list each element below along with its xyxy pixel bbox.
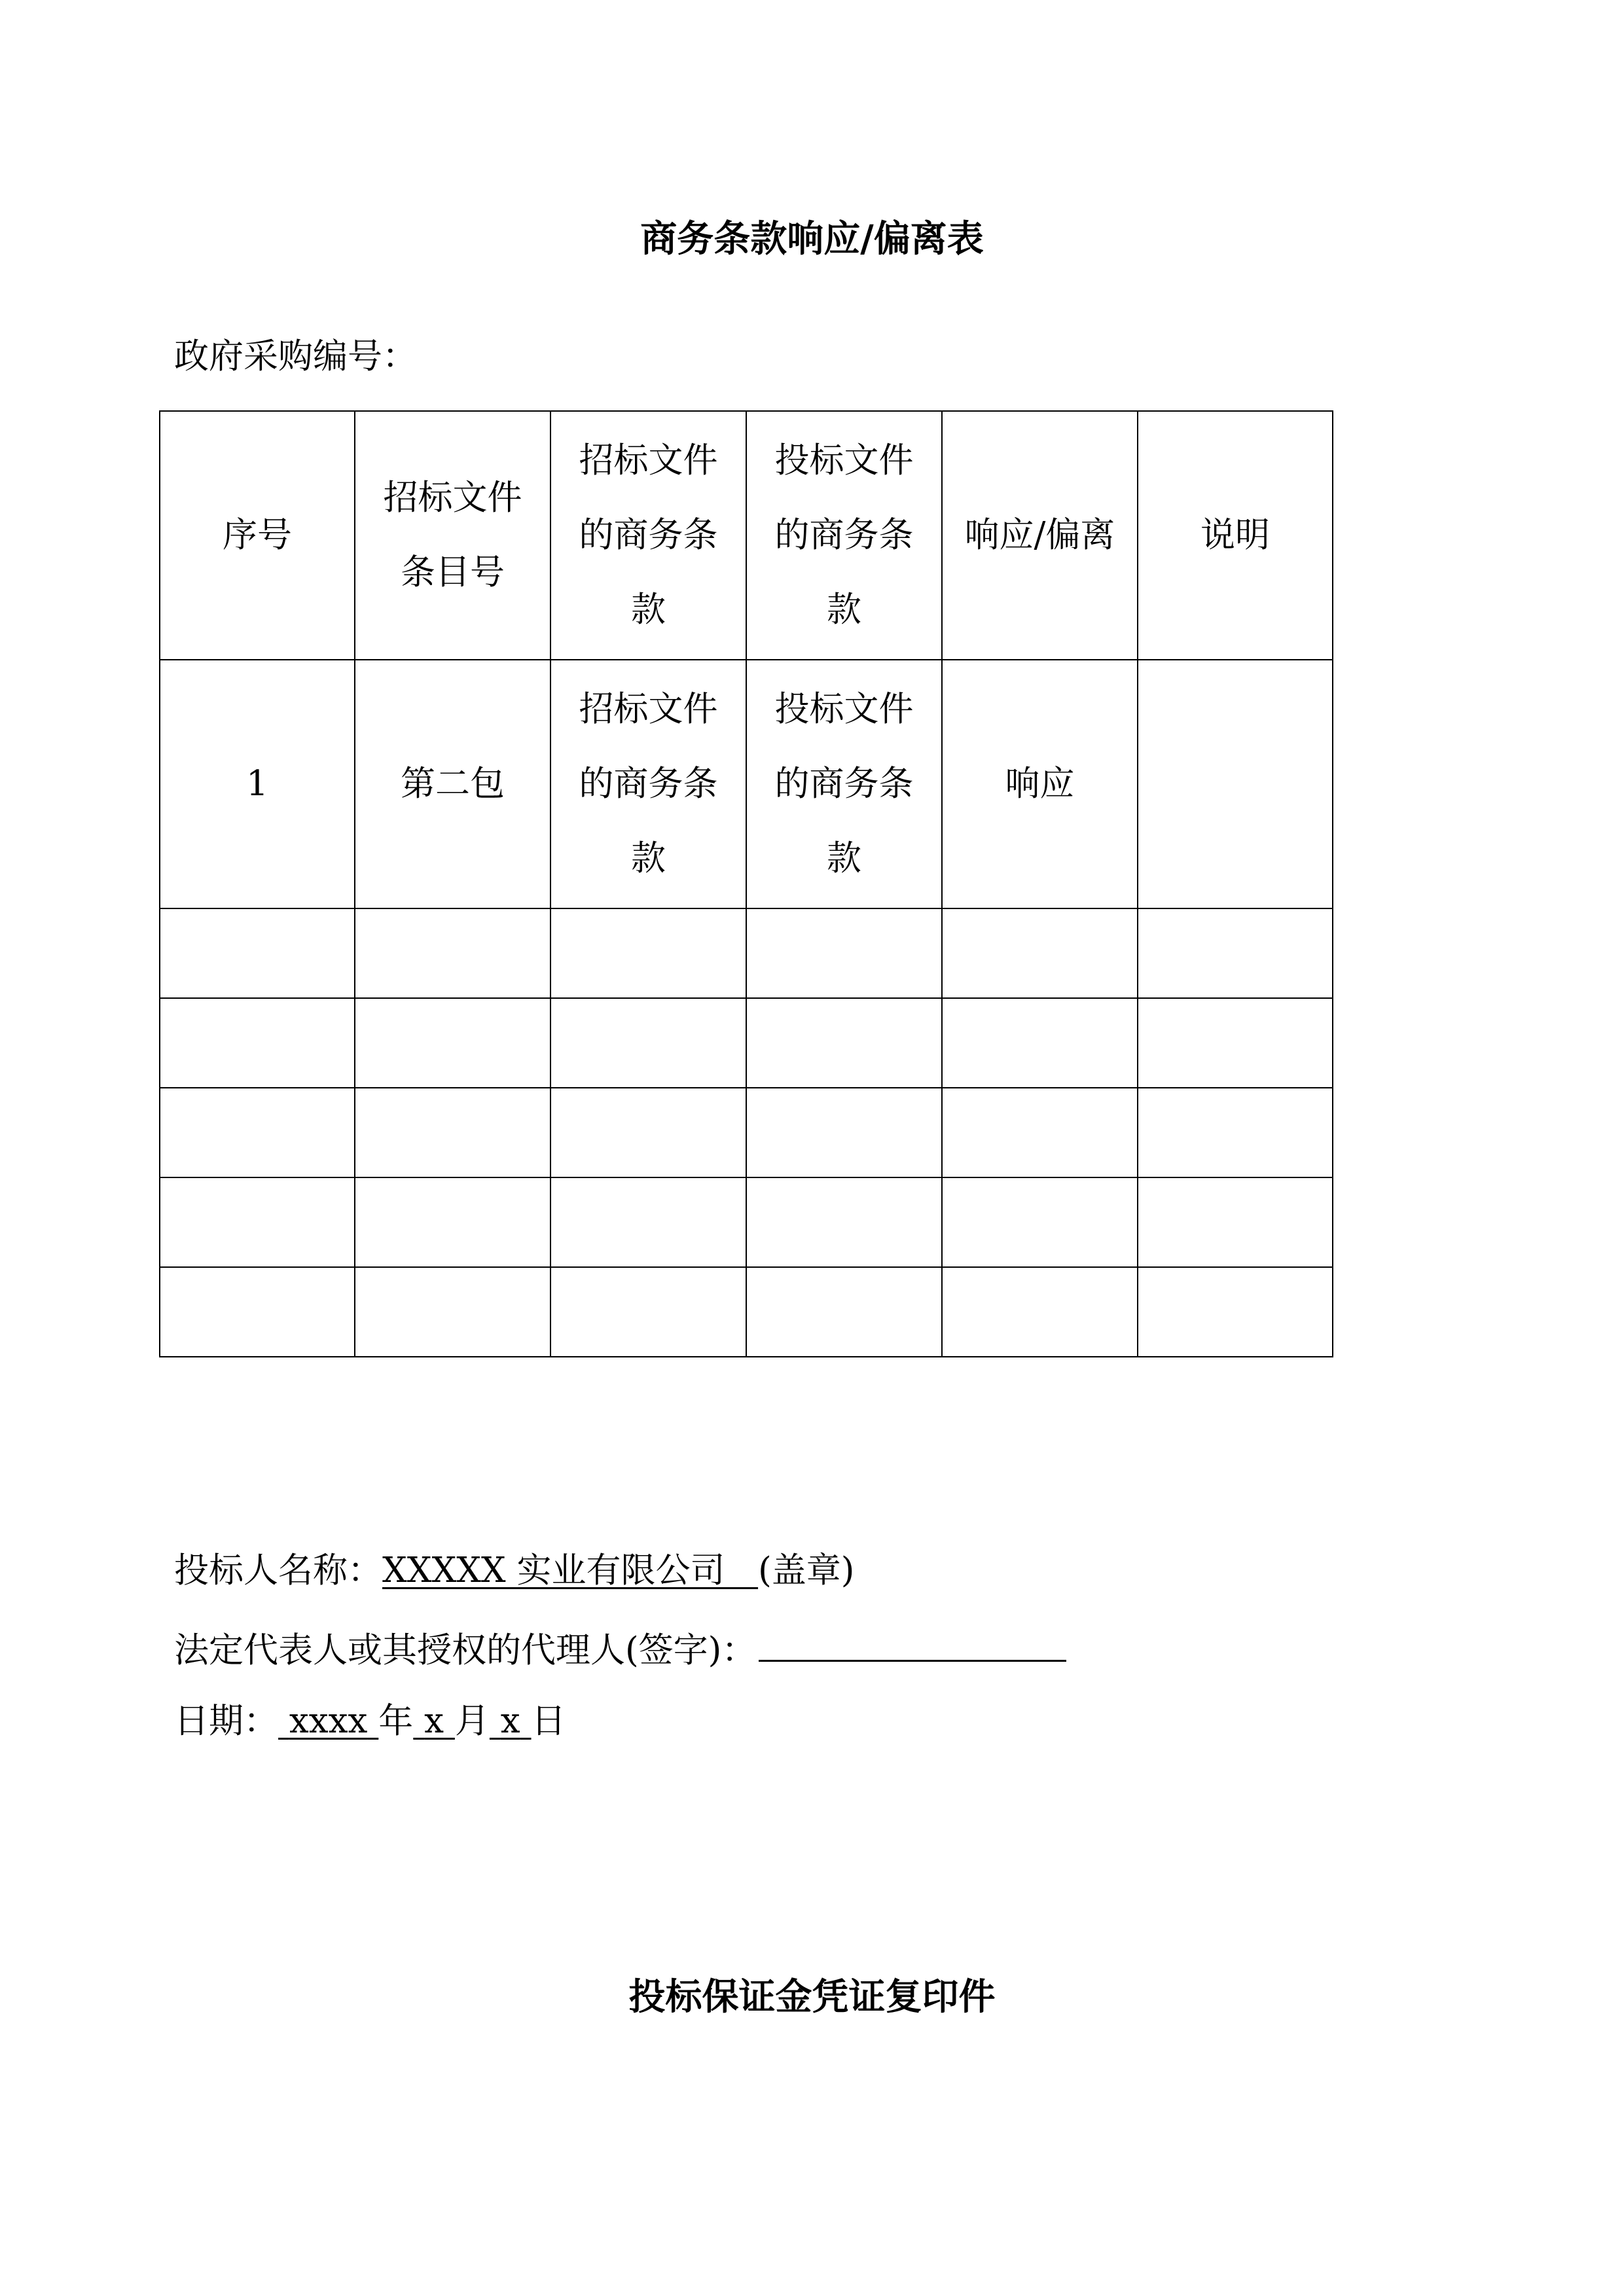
date-month: x [424, 1701, 444, 1741]
representative-line [174, 1623, 1066, 1674]
cell-tender-commercial-terms [550, 1177, 746, 1267]
cell-remarks [1138, 998, 1333, 1088]
cell-bid-commercial-terms [746, 1177, 942, 1267]
cell-tender-commercial-terms [550, 1088, 746, 1177]
representative-label: 法定代表人或其授权的代理人(签字)： [174, 1630, 757, 1670]
cell-response-deviation [942, 908, 1138, 998]
cell-seq: 1 [160, 660, 355, 908]
cell-response-deviation: 响应 [942, 660, 1138, 908]
signature-blank[interactable] [759, 1623, 1066, 1662]
cell-seq [160, 1177, 355, 1267]
date-month-unit: 月 [454, 1701, 490, 1741]
cell-response-deviation [942, 998, 1138, 1088]
cell-remarks [1138, 908, 1333, 998]
cell-seq [160, 1267, 355, 1357]
header-response-deviation: 响应/偏离 [942, 411, 1138, 660]
cell-seq [160, 908, 355, 998]
date-year-unit: 年 [378, 1701, 414, 1741]
cell-bid-commercial-terms [746, 908, 942, 998]
header-bid-commercial-terms: 投标文件 的商务条 款 [746, 411, 942, 660]
cell-bid-commercial-terms [746, 1267, 942, 1357]
cell-seq [160, 998, 355, 1088]
cell-bid-commercial-terms [746, 998, 942, 1088]
table-header-row [160, 411, 1333, 660]
cell-remarks [1138, 1088, 1333, 1177]
cell-bid-item-no [355, 998, 550, 1088]
date-year: xxxx [289, 1701, 368, 1741]
header-remarks: 说明 [1138, 411, 1333, 660]
cell-tender-commercial-terms [550, 1267, 746, 1357]
table-row [160, 908, 1333, 998]
document-title: 商务条款响应/偏离表 [640, 217, 984, 260]
date-day-unit: 日 [531, 1701, 566, 1741]
cell-remarks [1138, 1267, 1333, 1357]
cell-tender-commercial-terms: 招标文件 的商务条 款 [550, 660, 746, 908]
cell-bid-item-no [355, 1088, 550, 1177]
bidder-name-label: 投标人名称： [174, 1551, 382, 1590]
bidder-name-line [174, 1548, 854, 1594]
response-deviation-table [159, 410, 1333, 1357]
date-day: x [500, 1701, 520, 1741]
seal-note: (盖章) [758, 1551, 855, 1590]
bidder-name-value: XXXXX 实业有限公司 [382, 1551, 725, 1590]
date-line [174, 1698, 566, 1744]
cell-remarks [1138, 660, 1333, 908]
date-label: 日期： [174, 1701, 278, 1741]
header-bid-item-no: 招标文件 条目号 [355, 411, 550, 660]
cell-bid-item-no [355, 1267, 550, 1357]
cell-seq [160, 1088, 355, 1177]
cell-bid-item-no [355, 908, 550, 998]
table-row [160, 1088, 1333, 1177]
cell-bid-commercial-terms: 投标文件 的商务条 款 [746, 660, 942, 908]
table-row [160, 660, 1333, 908]
procurement-number-label: 政府采购编号： [174, 336, 417, 376]
cell-bid-item-no: 第二包 [355, 660, 550, 908]
cell-response-deviation [942, 1088, 1138, 1177]
table-row [160, 998, 1333, 1088]
cell-tender-commercial-terms [550, 998, 746, 1088]
header-tender-commercial-terms: 招标文件 的商务条 款 [550, 411, 746, 660]
cell-bid-item-no [355, 1177, 550, 1267]
cell-tender-commercial-terms [550, 908, 746, 998]
table-row [160, 1177, 1333, 1267]
header-seq: 序号 [160, 411, 355, 660]
cell-remarks [1138, 1177, 1333, 1267]
cell-response-deviation [942, 1267, 1138, 1357]
bid-bond-title: 投标保证金凭证复印件 [628, 1975, 996, 2018]
cell-response-deviation [942, 1177, 1138, 1267]
table-row [160, 1267, 1333, 1357]
cell-bid-commercial-terms [746, 1088, 942, 1177]
